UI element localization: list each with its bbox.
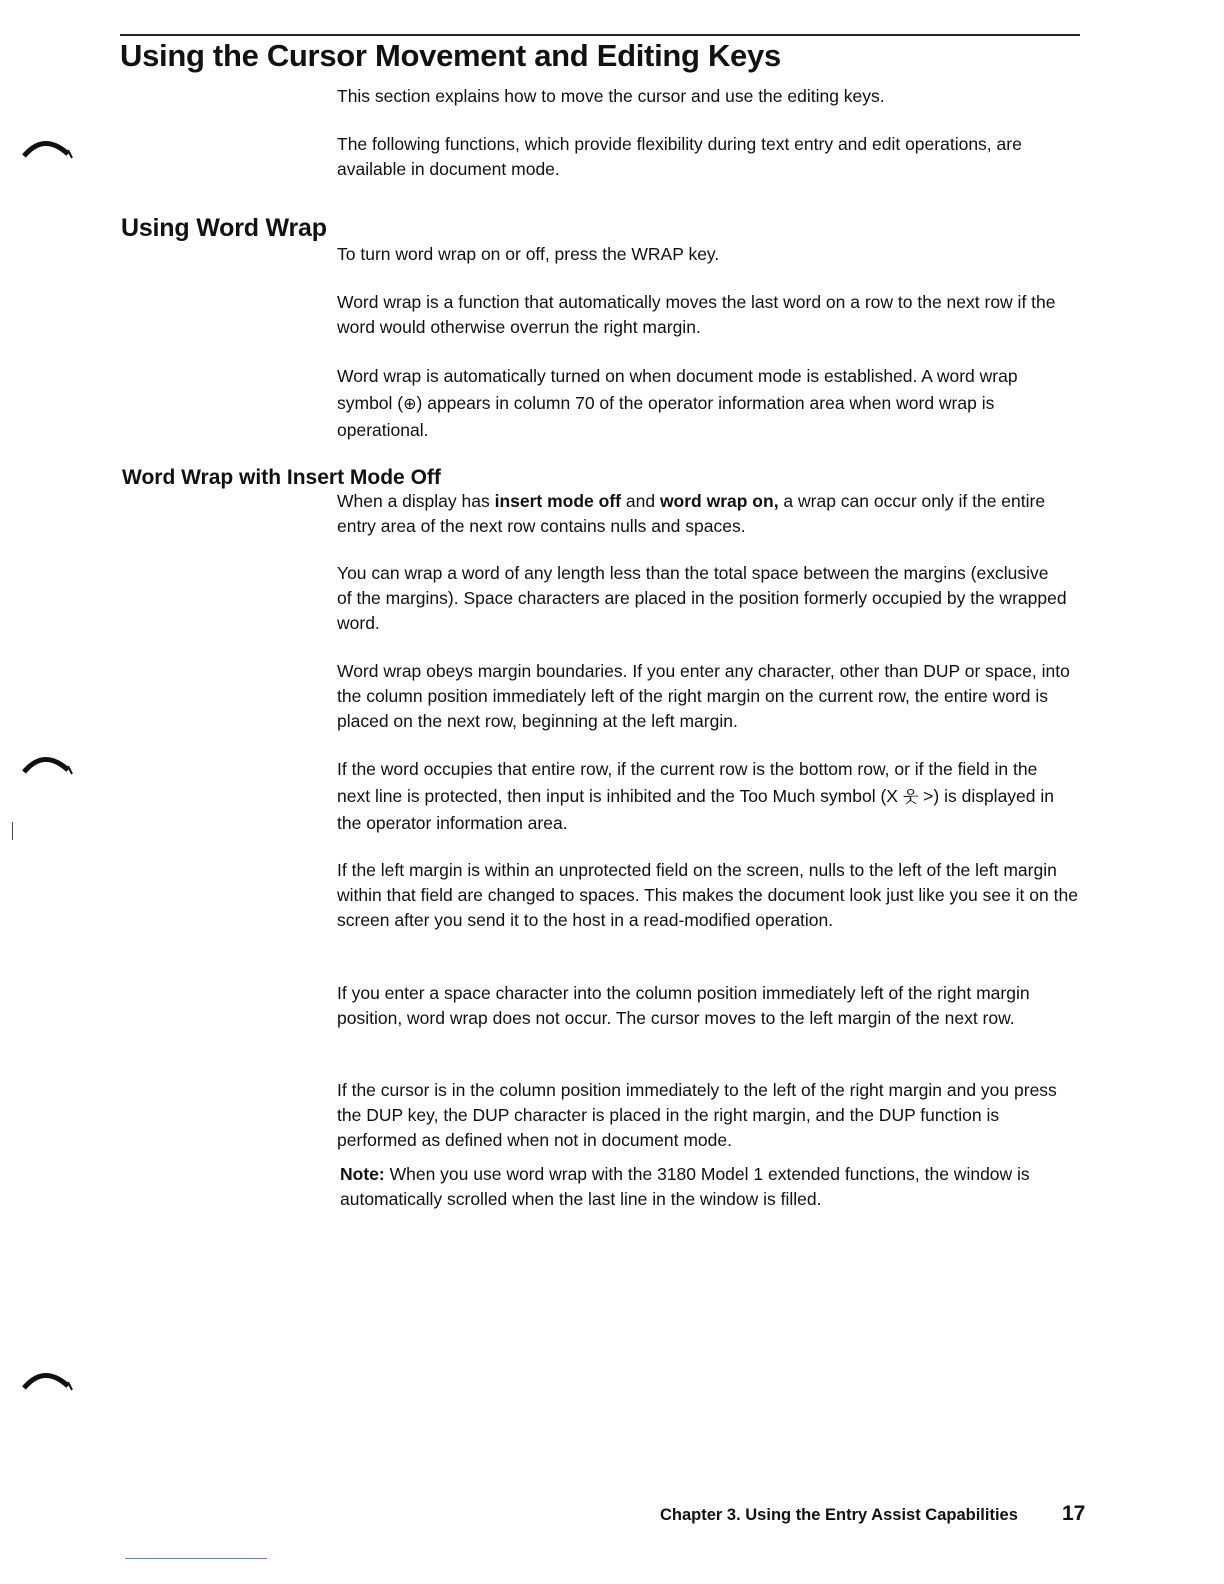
page-title: Using the Cursor Movement and Editing Keys (120, 38, 781, 73)
page-number: 17 (1062, 1502, 1086, 1525)
insert-off-paragraph-4 (337, 756, 1072, 837)
subsection-heading-insert-mode-off: Word Wrap with Insert Mode Off (122, 466, 441, 489)
footer-chapter-title: Chapter 3. Using the Entry Assist Capabilities (660, 1506, 1018, 1524)
insert-off-p1-bold-1: insert mode off (494, 491, 621, 511)
margin-tick-mark (12, 822, 13, 840)
binder-hole-mark-3 (22, 1368, 74, 1392)
top-rule (120, 34, 1080, 36)
page-footer (660, 1502, 1090, 1525)
insert-off-paragraph-7: If the cursor is in the column position immediately to the left of the right margin and you press the DUP key, the DUP character is placed in the right margin, and the DUP function is performed as defined when not in document mode. (337, 1080, 1057, 1150)
insert-off-paragraph-5: If the left margin is within an unprotected field on the screen, nulls to the left of the left margin within that field are changed to spaces. This makes the document look just like you see it on the screen after you send it to the host in a read-modified operation. (337, 860, 1078, 930)
too-much-symbol-icon: 웃 (902, 787, 919, 806)
note-paragraph (340, 1162, 1060, 1212)
bottom-left-rule (125, 1558, 267, 1559)
note-label: Note: (340, 1164, 385, 1184)
insert-off-paragraph-3: Word wrap obeys margin boundaries. If you enter any character, other than DUP or space, into the column position immediately left of the right margin on the current row, the entire word is placed on the next row, beginning at the left margin. (337, 661, 1070, 731)
section-heading-word-wrap: Using Word Wrap (121, 214, 327, 242)
binder-hole-mark-2 (22, 752, 74, 776)
insert-off-p1-text-a: When a display has (337, 491, 495, 511)
word-wrap-paragraph-3-text-a: Word wrap is automatically turned on when document mode is established. A word wrap symbol ( (337, 366, 1018, 413)
insert-off-p1-text-c: and (621, 491, 660, 511)
word-wrap-paragraph-1: To turn word wrap on or off, press the WRAP key. (337, 244, 720, 264)
binder-hole-mark-1 (22, 136, 74, 160)
insert-off-paragraph-2: You can wrap a word of any length less than the total space between the margins (exclusive of the margins). Space characters are placed in the position formerly occupied by the wrapped word. (337, 563, 1067, 633)
insert-off-paragraph-1 (337, 489, 1087, 539)
intro-paragraph-1: This section explains how to move the cursor and use the editing keys. (337, 86, 885, 106)
intro-paragraph-2: The following functions, which provide flexibility during text entry and edit operations, are available in document mode. (337, 134, 1022, 179)
insert-off-p1-text-d: a wrap can occur only if the entire entry area of the next row contains nulls and spaces. (337, 491, 1046, 536)
insert-off-p4-text-a: If the word occupies that entire row, if the current row is the bottom row, or if the field in the next line is protected, then input is inhibited and the Too Much symbol (X (337, 759, 1038, 806)
insert-off-p1-bold-2: word wrap on, (659, 491, 779, 511)
word-wrap-paragraph-2: Word wrap is a function that automatically moves the last word on a row to the next row if the word would otherwise overrun the right margin. (337, 292, 1056, 337)
insert-off-paragraph-6: If you enter a space character into the column position immediately left of the right margin position, word wrap does not occur. The cursor moves to the left margin of the next row. (337, 983, 1030, 1028)
word-wrap-paragraph-3 (337, 363, 1057, 444)
word-wrap-paragraph-3-text-b: ) appears in column 70 of the operator information area when word wrap is operational. (337, 393, 995, 440)
insert-off-p4-text-b: >) is displayed in the operator information area. (337, 786, 1055, 833)
note-text: When you use word wrap with the 3180 Model 1 extended functions, the window is automatically scrolled when the last line in the window is filled. (340, 1164, 1030, 1209)
word-wrap-symbol-icon: ⊕ (403, 394, 417, 413)
